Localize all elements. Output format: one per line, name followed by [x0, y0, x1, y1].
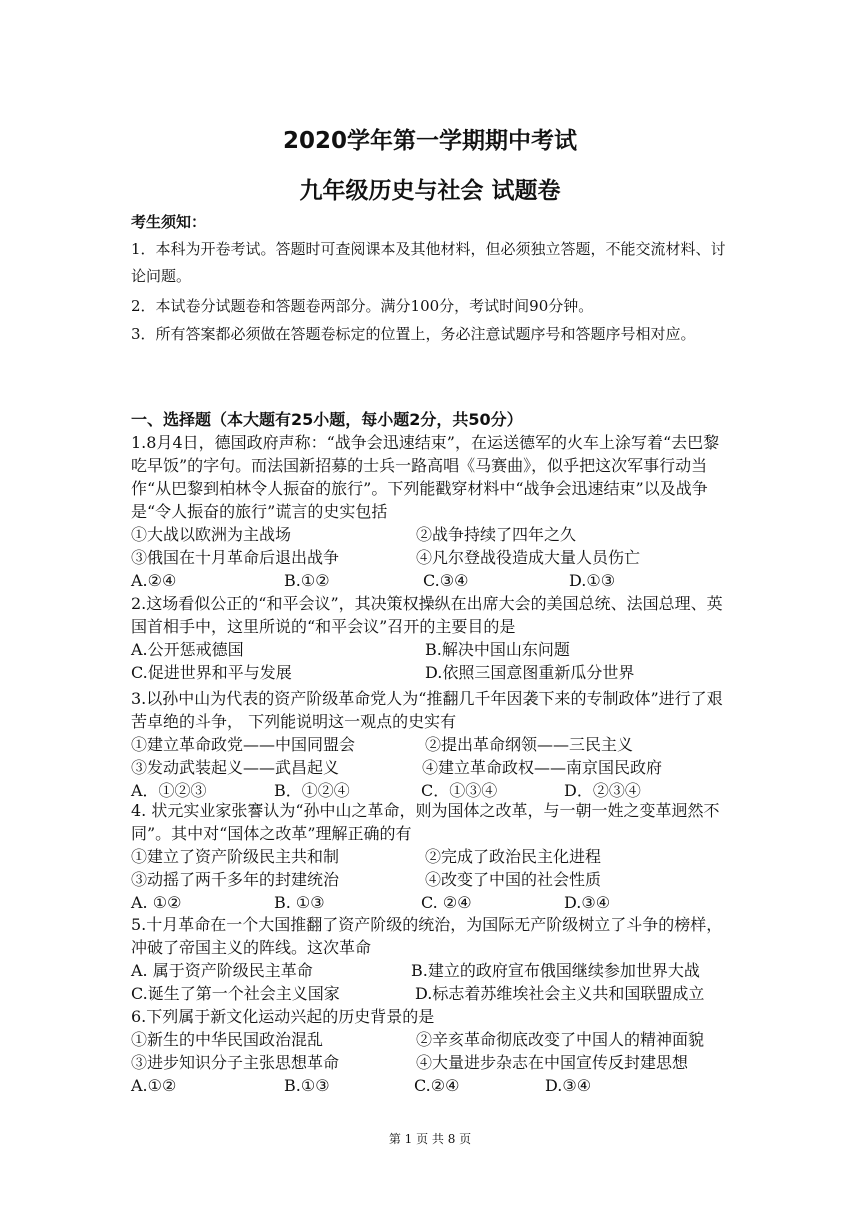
exam-subtitle: 九年级历史与社会 试题卷	[299, 178, 561, 204]
options-row	[131, 638, 731, 661]
notice-item: 2．本试卷分试题卷和答题卷两部分。满分100分，考试时间90分钟。	[131, 297, 594, 315]
option: A.②④	[131, 571, 177, 590]
statement-row	[131, 1028, 731, 1051]
question-stem: 3.以孙中山为代表的资产阶级革命党人为“推翻几千年因袭下来的专制政体”进行了艰苦卓绝的斗争， 下列能说明这一观点的史实有	[131, 689, 723, 731]
question	[131, 592, 731, 684]
page-footer: 第 1 页 共 8 页	[388, 1132, 472, 1146]
statement: ④建立革命政权——南京国民政府	[422, 758, 663, 777]
option: D.依照三国意图重新瓜分世界	[425, 663, 635, 682]
option: B．①②④	[274, 781, 350, 800]
options-row	[131, 891, 731, 914]
statement: ①建立了资产阶级民主共和制	[131, 847, 340, 866]
option: C.②④	[414, 1076, 460, 1095]
options-row	[131, 1074, 731, 1097]
question-stem: 5.十月革命在一个大国推翻了资产阶级的统治，为国际无产阶级树立了斗争的榜样，冲破了帝国主义的阵线。这次革命	[131, 915, 723, 957]
section-title: 一、选择题（本大题有25小题，每小题2分，共50分）	[131, 410, 523, 429]
option: D.①③	[569, 571, 616, 590]
option: B.①②	[284, 571, 330, 590]
statement: ④凡尔登战役造成大量人员伤亡	[416, 548, 641, 567]
option: D．②③④	[564, 781, 641, 800]
statement: ④大量进步杂志在中国宣传反封建思想	[416, 1053, 689, 1072]
statement: ①新生的中华民国政治混乱	[131, 1030, 324, 1049]
options-row	[131, 982, 731, 1005]
option: A．①②③	[131, 781, 207, 800]
statement: ②战争持续了四年之久	[416, 525, 577, 544]
statement-row	[131, 546, 731, 569]
option: C.③④	[423, 571, 469, 590]
question-stem: 1.8月4日，德国政府声称：“战争会迅速结束”，在运送德军的火车上涂写着“去巴黎吃早饭”的字句。而法国新招募的士兵一路高唱《马赛曲》，似乎把这次军事行动当作“从巴黎到柏林令人振奋的旅行”。下列能戳穿材料中“战争会迅速结束”以及战争是“令人振奋的旅行”谎言的史实包括	[131, 433, 720, 521]
question	[131, 913, 731, 1005]
statement-row	[131, 756, 731, 779]
option: D.③④	[564, 893, 611, 912]
option: C.诞生了第一个社会主义国家	[131, 984, 340, 1003]
option: C．①③④	[421, 781, 498, 800]
option: A. 属于资产阶级民主革命	[131, 961, 313, 980]
statement: ①建立革命政党——中国同盟会	[131, 735, 356, 754]
options-row	[131, 959, 731, 982]
question-stem: 2.这场看似公正的“和平会议”，其决策权操纵在出席大会的美国总统、法国总理、英国首相手中，这里所说的“和平会议”召开的主要目的是	[131, 594, 723, 636]
statement: ①大战以欧洲为主战场	[131, 525, 292, 544]
statement-row	[131, 733, 731, 756]
option: A.①②	[131, 1076, 177, 1095]
statement-row	[131, 523, 731, 546]
question-stem: 4. 状元实业家张謇认为“孙中山之革命，则为国体之改革，与一朝一姓之变革迥然不同”。其中对“国体之改革”理解正确的有	[131, 801, 720, 843]
statement: ②完成了政治民主化进程	[425, 847, 602, 866]
statement: ②辛亥革命彻底改变了中国人的精神面貌	[416, 1030, 705, 1049]
statement: ③动摇了两千多年的封建统治	[131, 870, 340, 889]
option: B.①③	[284, 1076, 330, 1095]
statement: ③发动武装起义——武昌起义	[131, 758, 340, 777]
statement: ②提出革命纲领——三民主义	[425, 735, 634, 754]
options-row	[131, 661, 731, 684]
statement-row	[131, 845, 731, 868]
question	[131, 431, 731, 592]
option: B.解决中国山东问题	[425, 640, 570, 659]
option: A.公开惩戒德国	[131, 640, 244, 659]
statement-row	[131, 868, 731, 891]
option: B. ①③	[274, 893, 325, 912]
statement: ③俄国在十月革命后退出战争	[131, 548, 340, 567]
statement-row	[131, 1051, 731, 1074]
options-row	[131, 569, 731, 592]
notice-heading: 考生须知：	[131, 213, 207, 231]
statement: ③进步知识分子主张思想革命	[131, 1053, 340, 1072]
option: D.标志着苏维埃社会主义共和国联盟成立	[415, 984, 705, 1003]
option: C.促进世界和平与发展	[131, 663, 292, 682]
question	[131, 799, 731, 914]
statement: ④改变了中国的社会性质	[425, 870, 602, 889]
question	[131, 687, 731, 802]
option: B.建立的政府宣布俄国继续参加世界大战	[411, 961, 700, 980]
option: D.③④	[545, 1076, 592, 1095]
notice-item: 1．本科为开卷考试。答题时可查阅课本及其他材料，但必须独立答题，不能交流材料、讨论问题。	[131, 240, 726, 285]
option: A. ①②	[131, 893, 182, 912]
notice-item: 3．所有答案都必须做在答题卷标定的位置上，务必注意试题序号和答题序号相对应。	[131, 325, 696, 343]
option: C. ②④	[421, 893, 472, 912]
exam-title: 2020学年第一学期期中考试	[282, 128, 577, 154]
question-stem: 6.下列属于新文化运动兴起的历史背景的是	[131, 1007, 435, 1026]
question	[131, 1005, 731, 1097]
